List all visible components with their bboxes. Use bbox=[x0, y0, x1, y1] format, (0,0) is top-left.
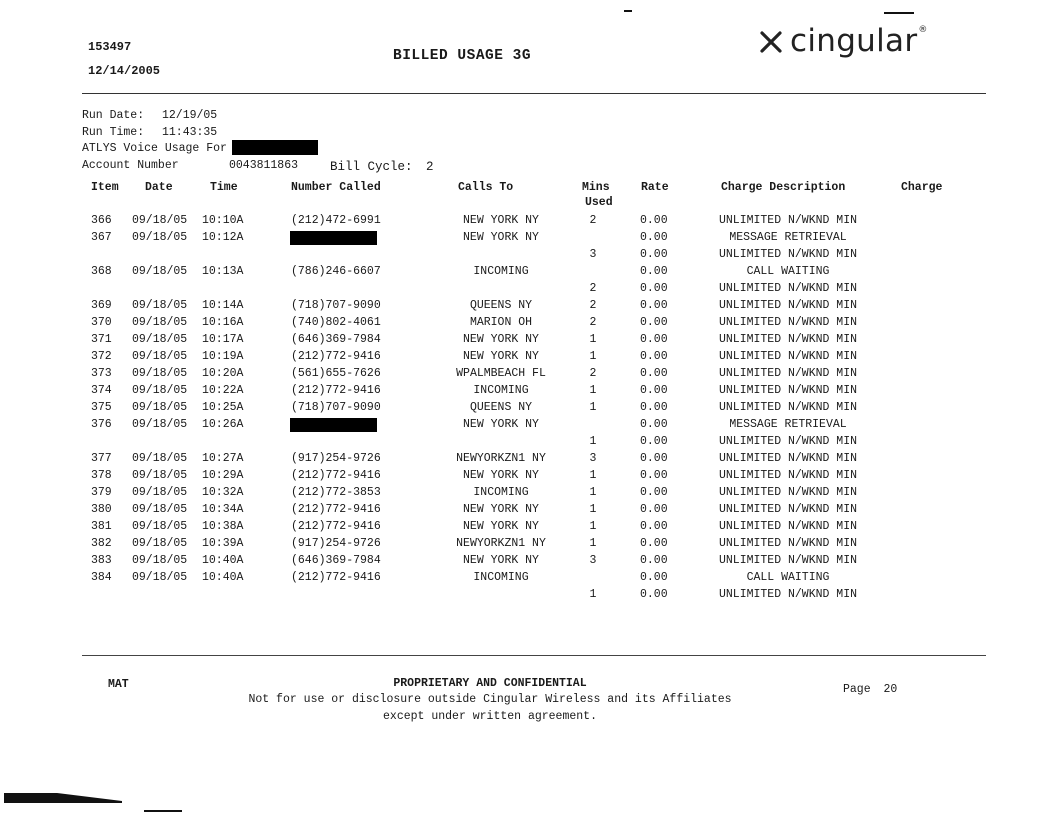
row-charge-description: UNLIMITED N/WKND MIN bbox=[718, 282, 858, 295]
row-charge-description: UNLIMITED N/WKND MIN bbox=[718, 486, 858, 499]
row-calls-to: QUEENS NY bbox=[469, 401, 533, 414]
row-item-number: 383 bbox=[91, 554, 112, 567]
row-item-number: 378 bbox=[91, 469, 112, 482]
row-charge-description: UNLIMITED N/WKND MIN bbox=[718, 435, 858, 448]
row-mins-used: 1 bbox=[589, 520, 597, 533]
row-date: 09/18/05 bbox=[132, 316, 188, 329]
row-date: 09/18/05 bbox=[132, 452, 188, 465]
row-number-called: (212)772-9416 bbox=[291, 503, 381, 516]
row-mins-used: 2 bbox=[589, 367, 597, 380]
row-number-called: (646)369-7984 bbox=[291, 333, 381, 346]
column-header-item: Item bbox=[91, 181, 119, 194]
row-calls-to: NEW YORK NY bbox=[463, 418, 539, 431]
row-rate: 0.00 bbox=[640, 537, 668, 550]
row-time: 10:32A bbox=[202, 486, 244, 499]
row-time: 10:40A bbox=[202, 571, 244, 584]
row-mins-used: 1 bbox=[589, 469, 597, 482]
confidential-notice-line2: except under written agreement. bbox=[383, 710, 597, 723]
row-number-called: (212)772-3853 bbox=[291, 486, 381, 499]
confidential-title: PROPRIETARY AND CONFIDENTIAL bbox=[393, 677, 587, 690]
column-header-charge-description: Charge Description bbox=[721, 181, 846, 194]
row-rate: 0.00 bbox=[640, 299, 668, 312]
row-date: 09/18/05 bbox=[132, 384, 188, 397]
row-calls-to: NEWYORKZN1 NY bbox=[456, 537, 546, 550]
row-mins-used: 1 bbox=[589, 401, 597, 414]
row-calls-to: INCOMING bbox=[473, 571, 529, 584]
row-number-called: (212)772-9416 bbox=[291, 520, 381, 533]
row-date: 09/18/05 bbox=[132, 503, 188, 516]
row-mins-used: 1 bbox=[589, 503, 597, 516]
row-date: 09/18/05 bbox=[132, 333, 188, 346]
row-rate: 0.00 bbox=[640, 384, 668, 397]
row-rate: 0.00 bbox=[640, 231, 668, 244]
row-item-number: 369 bbox=[91, 299, 112, 312]
row-number-called: (917)254-9726 bbox=[291, 537, 381, 550]
column-header-mins: Mins bbox=[582, 181, 610, 194]
row-item-number: 367 bbox=[91, 231, 112, 244]
row-time: 10:13A bbox=[202, 265, 244, 278]
account-line bbox=[82, 159, 434, 174]
row-number-called: (212)772-9416 bbox=[291, 469, 381, 482]
row-rate: 0.00 bbox=[640, 214, 668, 227]
run-time-value: 11:43:35 bbox=[162, 126, 218, 139]
row-item-number: 376 bbox=[91, 418, 112, 431]
row-time: 10:19A bbox=[202, 350, 244, 363]
row-mins-used: 2 bbox=[589, 299, 597, 312]
row-charge-description: CALL WAITING bbox=[746, 265, 830, 278]
run-time-line bbox=[82, 126, 218, 139]
column-header-used: Used bbox=[585, 196, 613, 209]
run-date-label: Run Date: bbox=[82, 109, 145, 122]
run-date-value: 12/19/05 bbox=[162, 109, 218, 122]
row-charge-description: UNLIMITED N/WKND MIN bbox=[718, 520, 858, 533]
row-calls-to: MARION OH bbox=[469, 316, 533, 329]
row-number-called: (646)369-7984 bbox=[291, 554, 381, 567]
row-item-number: 370 bbox=[91, 316, 112, 329]
row-date: 09/18/05 bbox=[132, 486, 188, 499]
usage-for-line bbox=[82, 142, 227, 155]
run-date-line bbox=[82, 109, 218, 122]
redaction-bar bbox=[232, 140, 318, 155]
row-date: 09/18/05 bbox=[132, 231, 188, 244]
cingular-jack-icon bbox=[758, 29, 784, 55]
row-rate: 0.00 bbox=[640, 282, 668, 295]
row-charge-description: UNLIMITED N/WKND MIN bbox=[718, 316, 858, 329]
row-calls-to: QUEENS NY bbox=[469, 299, 533, 312]
row-mins-used: 1 bbox=[589, 588, 597, 601]
redaction-bar bbox=[290, 418, 377, 432]
row-rate: 0.00 bbox=[640, 588, 668, 601]
row-date: 09/18/05 bbox=[132, 265, 188, 278]
row-number-called: (917)254-9726 bbox=[291, 452, 381, 465]
document-date: 12/14/2005 bbox=[88, 64, 161, 78]
row-date: 09/18/05 bbox=[132, 401, 188, 414]
row-item-number: 375 bbox=[91, 401, 112, 414]
row-charge-description: UNLIMITED N/WKND MIN bbox=[718, 350, 858, 363]
column-header-number-called: Number Called bbox=[291, 181, 381, 194]
scan-artifact bbox=[624, 10, 632, 12]
row-time: 10:34A bbox=[202, 503, 244, 516]
page-number-value: 20 bbox=[883, 683, 898, 696]
row-rate: 0.00 bbox=[640, 401, 668, 414]
scan-artifact bbox=[884, 12, 914, 14]
row-mins-used: 1 bbox=[589, 333, 597, 346]
row-date: 09/18/05 bbox=[132, 299, 188, 312]
row-charge-description: UNLIMITED N/WKND MIN bbox=[718, 299, 858, 312]
row-rate: 0.00 bbox=[640, 503, 668, 516]
row-number-called: (212)472-6991 bbox=[291, 214, 381, 227]
row-rate: 0.00 bbox=[640, 350, 668, 363]
row-number-called: (786)246-6607 bbox=[291, 265, 381, 278]
column-header-calls-to: Calls To bbox=[458, 181, 514, 194]
row-date: 09/18/05 bbox=[132, 554, 188, 567]
row-item-number: 372 bbox=[91, 350, 112, 363]
row-item-number: 373 bbox=[91, 367, 112, 380]
row-mins-used: 1 bbox=[589, 350, 597, 363]
row-charge-description: UNLIMITED N/WKND MIN bbox=[718, 367, 858, 380]
row-item-number: 379 bbox=[91, 486, 112, 499]
page-number bbox=[843, 683, 897, 696]
row-calls-to: WPALMBEACH FL bbox=[456, 367, 546, 380]
row-item-number: 366 bbox=[91, 214, 112, 227]
row-mins-used: 3 bbox=[589, 452, 597, 465]
row-calls-to: NEWYORKZN1 NY bbox=[456, 452, 546, 465]
row-time: 10:22A bbox=[202, 384, 244, 397]
row-date: 09/18/05 bbox=[132, 350, 188, 363]
row-time: 10:39A bbox=[202, 537, 244, 550]
row-item-number: 381 bbox=[91, 520, 112, 533]
column-header-rate: Rate bbox=[641, 181, 669, 194]
row-rate: 0.00 bbox=[640, 452, 668, 465]
row-calls-to: NEW YORK NY bbox=[463, 469, 539, 482]
row-item-number: 368 bbox=[91, 265, 112, 278]
row-time: 10:20A bbox=[202, 367, 244, 380]
row-number-called: (718)707-9090 bbox=[291, 299, 381, 312]
row-mins-used: 3 bbox=[589, 248, 597, 261]
bill-cycle-label: Bill Cycle: bbox=[330, 160, 413, 174]
row-charge-description: UNLIMITED N/WKND MIN bbox=[718, 588, 858, 601]
row-rate: 0.00 bbox=[640, 554, 668, 567]
bill-cycle-value: 2 bbox=[426, 160, 434, 174]
account-number-value: 0043811863 bbox=[229, 159, 299, 172]
row-rate: 0.00 bbox=[640, 520, 668, 533]
row-mins-used: 2 bbox=[589, 214, 597, 227]
row-charge-description: UNLIMITED N/WKND MIN bbox=[718, 537, 858, 550]
row-charge-description: MESSAGE RETRIEVAL bbox=[729, 231, 847, 244]
confidential-notice-line1: Not for use or disclosure outside Cingular Wireless and its Affiliates bbox=[248, 693, 732, 706]
row-charge-description: UNLIMITED N/WKND MIN bbox=[718, 333, 858, 346]
row-time: 10:29A bbox=[202, 469, 244, 482]
row-calls-to: NEW YORK NY bbox=[463, 350, 539, 363]
row-rate: 0.00 bbox=[640, 418, 668, 431]
row-charge-description: UNLIMITED N/WKND MIN bbox=[718, 452, 858, 465]
row-time: 10:14A bbox=[202, 299, 244, 312]
row-number-called: (212)772-9416 bbox=[291, 571, 381, 584]
row-item-number: 371 bbox=[91, 333, 112, 346]
cingular-logo bbox=[758, 23, 928, 59]
row-time: 10:25A bbox=[202, 401, 244, 414]
row-rate: 0.00 bbox=[640, 367, 668, 380]
row-date: 09/18/05 bbox=[132, 520, 188, 533]
row-mins-used: 2 bbox=[589, 316, 597, 329]
scan-artifact bbox=[4, 793, 122, 803]
logo-wordmark: cingular bbox=[790, 23, 918, 59]
row-item-number: 377 bbox=[91, 452, 112, 465]
page-title: BILLED USAGE 3G bbox=[393, 48, 532, 64]
row-date: 09/18/05 bbox=[132, 418, 188, 431]
account-number-label: Account Number bbox=[82, 159, 179, 172]
row-calls-to: INCOMING bbox=[473, 265, 529, 278]
row-rate: 0.00 bbox=[640, 248, 668, 261]
run-time-label: Run Time: bbox=[82, 126, 145, 139]
row-rate: 0.00 bbox=[640, 469, 668, 482]
row-time: 10:26A bbox=[202, 418, 244, 431]
scan-artifact bbox=[144, 810, 182, 812]
row-date: 09/18/05 bbox=[132, 214, 188, 227]
document-id: 153497 bbox=[88, 40, 132, 54]
footer-code: MAT bbox=[108, 678, 129, 691]
row-time: 10:38A bbox=[202, 520, 244, 533]
row-rate: 0.00 bbox=[640, 265, 668, 278]
column-header-time: Time bbox=[210, 181, 238, 194]
row-mins-used: 2 bbox=[589, 282, 597, 295]
registered-mark: ® bbox=[918, 24, 928, 35]
column-header-charge: Charge bbox=[901, 181, 943, 194]
row-number-called: (212)772-9416 bbox=[291, 350, 381, 363]
row-number-called: (740)802-4061 bbox=[291, 316, 381, 329]
row-mins-used: 1 bbox=[589, 435, 597, 448]
row-calls-to: INCOMING bbox=[473, 486, 529, 499]
row-mins-used: 1 bbox=[589, 384, 597, 397]
row-date: 09/18/05 bbox=[132, 571, 188, 584]
row-charge-description: UNLIMITED N/WKND MIN bbox=[718, 401, 858, 414]
row-charge-description: UNLIMITED N/WKND MIN bbox=[718, 384, 858, 397]
row-date: 09/18/05 bbox=[132, 537, 188, 550]
row-time: 10:16A bbox=[202, 316, 244, 329]
row-charge-description: UNLIMITED N/WKND MIN bbox=[718, 554, 858, 567]
row-rate: 0.00 bbox=[640, 316, 668, 329]
row-calls-to: NEW YORK NY bbox=[463, 214, 539, 227]
footer-divider bbox=[82, 655, 986, 656]
row-mins-used: 1 bbox=[589, 486, 597, 499]
row-calls-to: NEW YORK NY bbox=[463, 520, 539, 533]
row-time: 10:27A bbox=[202, 452, 244, 465]
row-item-number: 380 bbox=[91, 503, 112, 516]
row-calls-to: NEW YORK NY bbox=[463, 503, 539, 516]
row-charge-description: UNLIMITED N/WKND MIN bbox=[718, 214, 858, 227]
page-label: Page bbox=[843, 683, 871, 696]
row-calls-to: NEW YORK NY bbox=[463, 231, 539, 244]
row-date: 09/18/05 bbox=[132, 367, 188, 380]
row-item-number: 382 bbox=[91, 537, 112, 550]
row-charge-description: CALL WAITING bbox=[746, 571, 830, 584]
column-header-date: Date bbox=[145, 181, 173, 194]
row-calls-to: NEW YORK NY bbox=[463, 333, 539, 346]
row-charge-description: UNLIMITED N/WKND MIN bbox=[718, 503, 858, 516]
usage-for-label: ATLYS Voice Usage For bbox=[82, 142, 227, 155]
row-rate: 0.00 bbox=[640, 571, 668, 584]
row-charge-description: UNLIMITED N/WKND MIN bbox=[718, 469, 858, 482]
row-time: 10:12A bbox=[202, 231, 244, 244]
redaction-bar bbox=[290, 231, 377, 245]
row-rate: 0.00 bbox=[640, 435, 668, 448]
header-divider bbox=[82, 93, 986, 94]
row-number-called: (718)707-9090 bbox=[291, 401, 381, 414]
row-rate: 0.00 bbox=[640, 333, 668, 346]
row-number-called: (561)655-7626 bbox=[291, 367, 381, 380]
row-rate: 0.00 bbox=[640, 486, 668, 499]
row-charge-description: UNLIMITED N/WKND MIN bbox=[718, 248, 858, 261]
row-time: 10:40A bbox=[202, 554, 244, 567]
row-time: 10:17A bbox=[202, 333, 244, 346]
row-number-called: (212)772-9416 bbox=[291, 384, 381, 397]
row-mins-used: 3 bbox=[589, 554, 597, 567]
row-mins-used: 1 bbox=[589, 537, 597, 550]
row-item-number: 374 bbox=[91, 384, 112, 397]
row-calls-to: NEW YORK NY bbox=[463, 554, 539, 567]
row-calls-to: INCOMING bbox=[473, 384, 529, 397]
row-charge-description: MESSAGE RETRIEVAL bbox=[729, 418, 847, 431]
row-time: 10:10A bbox=[202, 214, 244, 227]
row-item-number: 384 bbox=[91, 571, 112, 584]
row-date: 09/18/05 bbox=[132, 469, 188, 482]
